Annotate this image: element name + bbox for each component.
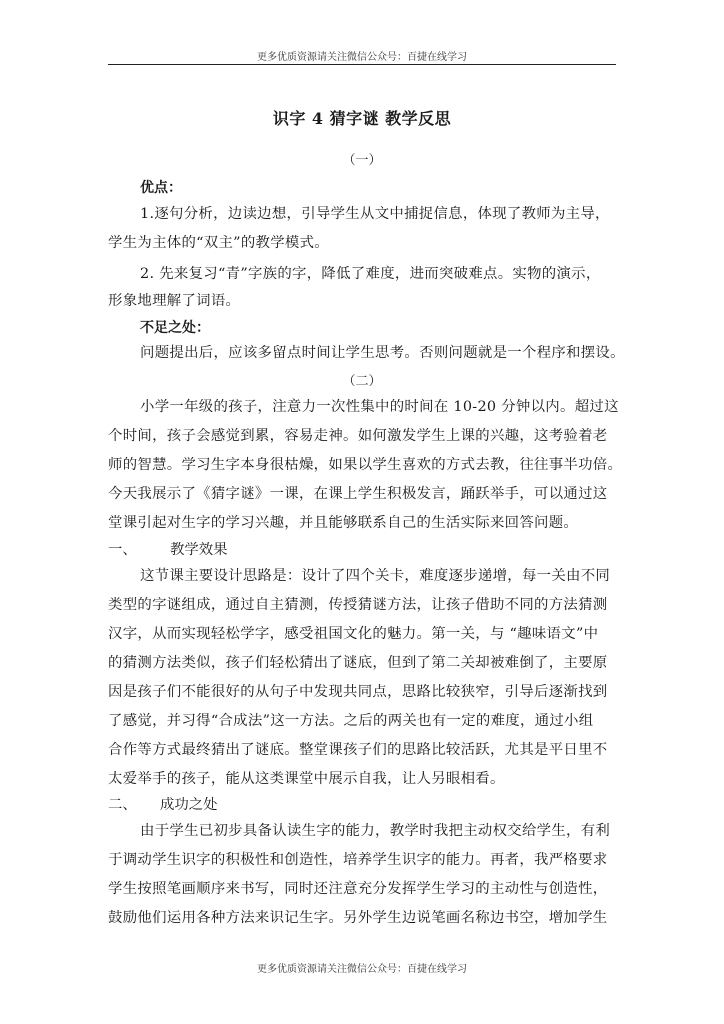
section-one-number: 一、 <box>108 542 137 558</box>
paragraph-line: 个时间，孩子会感觉到累，容易走神。如何激发学生上课的兴趣，这考验着老 <box>108 428 608 444</box>
part-two-mark: （二） <box>342 374 382 389</box>
document-title: 识字 4 猜字谜 教学反思 <box>272 109 452 128</box>
paragraph-line: 汉字，从而实现轻松学字，感受祖国文化的魅力。第一关，与 “趣味语文”中 <box>108 626 599 642</box>
paragraph-line: 了感觉，并习得“合成法”这一方法。之后的两关也有一定的难度，通过小组 <box>108 713 594 729</box>
paragraph-line: 师的智慧。学习生字本身很枯燥，如果以学生喜欢的方式去教，往往事半功倍。 <box>108 457 623 473</box>
paragraph-line: 由于学生已初步具备认读生字的能力，教学时我把主动权交给学生，有利 <box>140 823 611 839</box>
paragraph-line: 学生按照笔画顺序来书写，同时还注意充分发挥学生学习的主动性与创造性， <box>108 881 608 897</box>
paragraph-line: 小学一年级的孩子，注意力一次性集中的时间在 10-20 分钟以内。超过这 <box>140 399 619 415</box>
paragraph-line: 问题提出后，应该多留点时间让学生思考。否则问题就是一个程序和摆设。 <box>140 345 625 361</box>
paragraph-line: 的猜测方法类似，孩子们轻松猜出了谜底，但到了第二关却被难倒了，主要原 <box>108 655 608 671</box>
section-two-number: 二、 <box>108 797 137 813</box>
paragraph-line: 这节课主要设计思路是：设计了四个关卡，难度逐步递增，每一关由不同 <box>140 568 611 584</box>
part-one-mark: （一） <box>342 153 382 168</box>
paragraph-line: 学生为主体的“双主”的教学模式。 <box>108 235 329 251</box>
advantages-label: 优点： <box>140 180 182 196</box>
paragraph-line: 鼓励他们运用各种方法来识记生字。另外学生边说笔画名称边书空，增加学生 <box>108 910 608 926</box>
section-one-title: 教学效果 <box>170 542 228 558</box>
section-two-title: 成功之处 <box>160 797 218 813</box>
paragraph-line: 太爱举手的孩子，能从这类课堂中展示自我，让人另眼相看。 <box>108 771 505 787</box>
header-rule <box>108 64 616 65</box>
paragraph-line: 2. 先来复习“青”字族的字，降低了难度，进而突破难点。实物的演示， <box>140 266 601 282</box>
paragraph-line: 堂课引起对生字的学习兴趣，并且能够联系自己的生活实际来回答问题。 <box>108 515 579 531</box>
shortcomings-label: 不足之处： <box>140 320 210 336</box>
page-header: 更多优质资源请关注微信公众号：百捷在线学习 <box>257 52 467 63</box>
paragraph-line: 因是孩子们不能很好的从句子中发现共同点，思路比较狭窄，引导后逐渐找到 <box>108 684 608 700</box>
paragraph-line: 于调动学生识字的积极性和创造性，培养学生识字的能力。再者，我严格要求 <box>108 852 608 868</box>
page-footer: 更多优质资源请关注微信公众号：百捷在线学习 <box>257 964 467 975</box>
paragraph-line: 形象地理解了词语。 <box>108 293 241 309</box>
paragraph-line: 类型的字谜组成，通过自主猜测，传授猜谜方法，让孩子借助不同的方法猜测 <box>108 597 608 613</box>
paragraph-line: 今天我展示了《猜字谜》一课，在课上学生积极发言，踊跃举手，可以通过这 <box>108 486 608 502</box>
paragraph-line: 合作等方式最终猜出了谜底。整堂课孩子们的思路比较活跃，尤其是平日里不 <box>108 742 608 758</box>
paragraph-line: 1.逐句分析，边读边想，引导学生从文中捕捉信息，体现了教师为主导， <box>140 206 610 222</box>
